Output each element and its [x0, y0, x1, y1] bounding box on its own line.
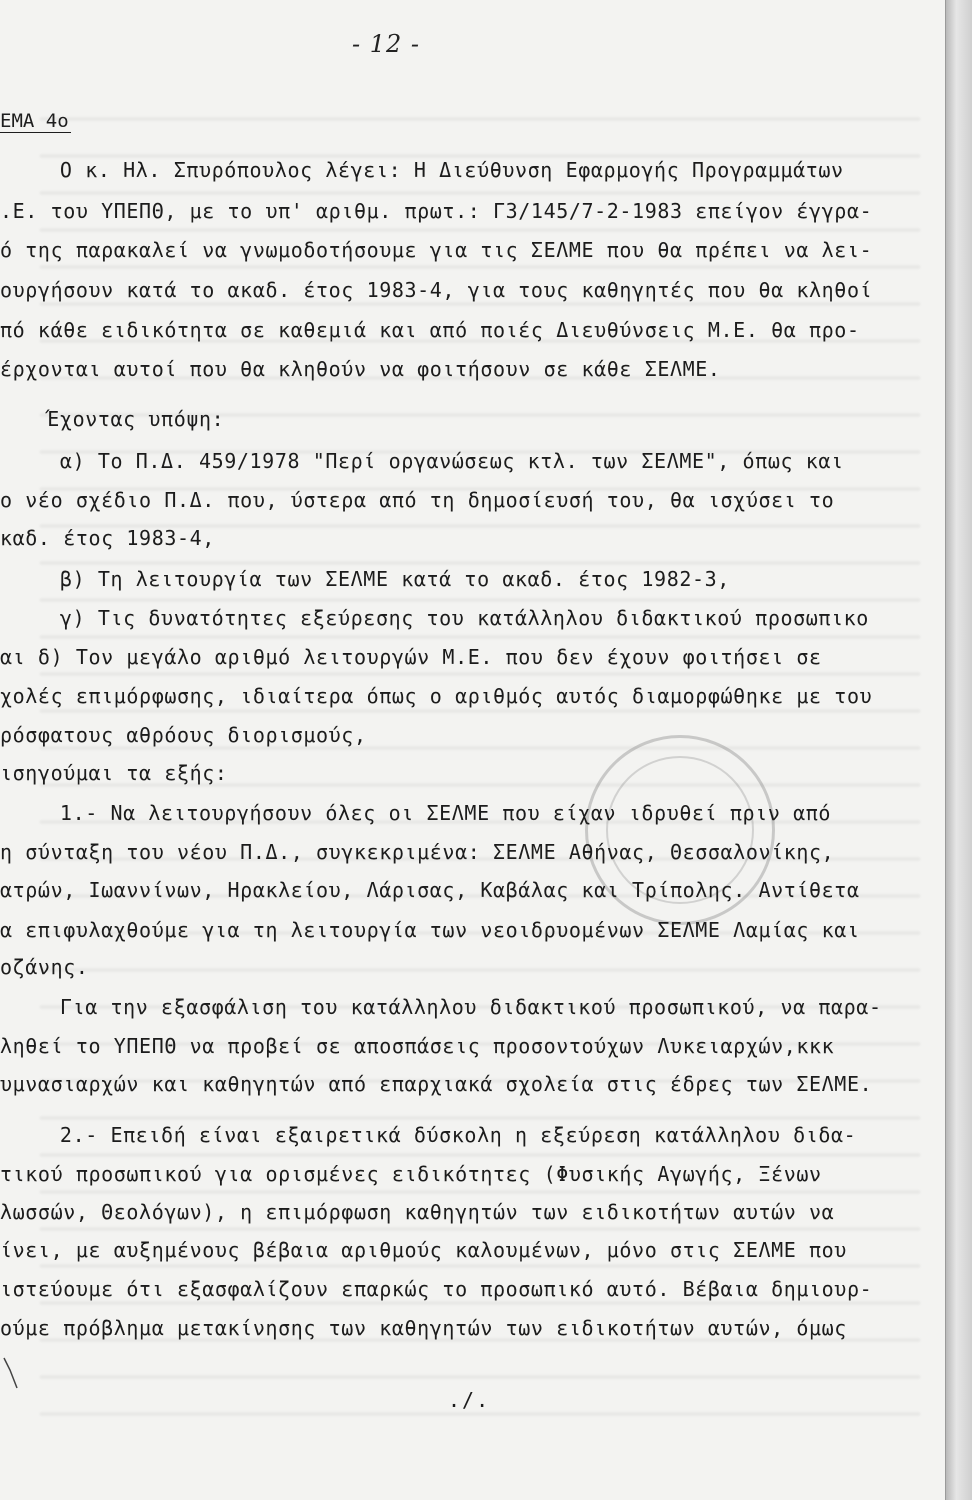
text-line-25: 2.- Επειδή είναι εξαιρετικά δύσκολη η εξεύρεση κατάλληλου διδα-: [22, 1123, 857, 1147]
page-edge: [946, 0, 972, 1500]
margin-pen-mark: [2, 1356, 20, 1390]
text-line-9: ο νέο σχέδιο Π.Δ. που, ύστερα από τη δημοσίευσή του, θα ισχύσει το: [0, 488, 835, 512]
text-line-7: Έχοντας υπόψη:: [22, 407, 225, 431]
text-line-24: υμνασιαρχών και καθηγητών από επαρχιακά σχολεία στις έδρες των ΣΕΛΜΕ.: [0, 1072, 873, 1096]
text-line-27: λωσσών, Θεολόγων), η επιμόρφωση καθηγητών των ειδικοτήτων αυτών να: [0, 1200, 835, 1224]
text-line-29: ιστεύουμε ότι εξασφαλίζουν επαρκώς το προσωπικό αυτό. Βέβαια δημιουρ-: [0, 1277, 873, 1301]
text-line-12: γ) Τις δυνατότητες εξεύρεσης του κατάλληλου διδακτικού προσωπικο: [22, 606, 869, 630]
text-line-28: ίνει, με αυξημένους βέβαια αριθμούς καλουμένων, μόνο στις ΣΕΛΜΕ που: [0, 1238, 847, 1262]
text-line-17: 1.- Να λειτουργήσουν όλες οι ΣΕΛΜΕ που είχαν ιδρυθεί πριν από: [22, 801, 832, 825]
text-line-3: ό της παρακαλεί να γνωμοδοτήσουμε για τις ΣΕΛΜΕ που θα πρέπει να λει-: [0, 238, 873, 262]
text-line-5: πό κάθε ειδικότητα σε καθεμιά και από ποιές Διευθύνσεις Μ.Ε. θα προ-: [0, 318, 860, 342]
text-line-26: τικού προσωπικού για ορισμένες ειδικότητες (Φυσικής Αγωγής, Ξένων: [0, 1162, 822, 1186]
text-line-20: α επιφυλαχθούμε για τη λειτουργία των νεοιδρυομένων ΣΕΛΜΕ Λαμίας και: [0, 918, 860, 942]
text-line-10: καδ. έτος 1983-4,: [0, 526, 215, 550]
text-line-16: ισηγούμαι τα εξής:: [0, 761, 228, 785]
text-line-6: έρχονται αυτοί που θα κληθούν να φοιτήσουν σε κάθε ΣΕΛΜΕ.: [0, 357, 721, 381]
text-line-23: ληθεί το ΥΠΕΠΘ να προβεί σε αποσπάσεις προσοντούχων Λυκειαρχών,κκκ: [0, 1034, 835, 1058]
text-line-1: Ο κ. Ηλ. Σπυρόπουλος λέγει: Η Διεύθυνση Εφαρμογής Προγραμμάτων: [22, 158, 844, 182]
text-line-18: η σύνταξη του νέου Π.Δ., συγκεκριμένα: ΣΕΛΜΕ Αθήνας, Θεσσαλονίκης,: [0, 840, 835, 864]
text-line-22: Για την εξασφάλιση του κατάλληλου διδακτικού προσωπικού, να παρα-: [22, 995, 882, 1019]
page-number: - 12 -: [352, 30, 421, 58]
text-line-15: ρόσφατους αθρόους διορισμούς,: [0, 723, 367, 747]
closing-mark: ./.: [448, 1388, 491, 1412]
text-line-2: .Ε. του ΥΠΕΠΘ, με το υπ' αριθμ. πρωτ.: Γ3/145/7-2-1983 επείγον έγγρα-: [0, 199, 873, 223]
text-line-30: ούμε πρόβλημα μετακίνησης των καθηγητών των ειδικοτήτων αυτών, όμως: [0, 1316, 847, 1340]
text-line-13: αι δ) Τον μεγάλο αριθμό λειτουργών Μ.Ε. που δεν έχουν φοιτήσει σε: [0, 645, 822, 669]
text-line-4: ουργήσουν κατά το ακαδ. έτος 1983-4, για τους καθηγητές που θα κληθοί: [0, 278, 873, 302]
subject-heading: ΕΜΑ 4ο: [0, 110, 69, 132]
text-line-14: χολές επιμόρφωσης, ιδιαίτερα όπως ο αριθμός αυτός διαμορφώθηκε με του: [0, 684, 873, 708]
text-line-21: οζάνης.: [0, 955, 89, 979]
text-line-19: ατρών, Ιωαννίνων, Ηρακλείου, Λάρισας, Καβάλας και Τρίπολης. Αντίθετα: [0, 878, 860, 902]
text-line-11: β) Τη λειτουργία των ΣΕΛΜΕ κατά το ακαδ. έτος 1982-3,: [22, 567, 730, 591]
text-line-8: α) Το Π.Δ. 459/1978 "Περί οργανώσεως κτλ. των ΣΕΛΜΕ", όπως και: [22, 449, 844, 473]
